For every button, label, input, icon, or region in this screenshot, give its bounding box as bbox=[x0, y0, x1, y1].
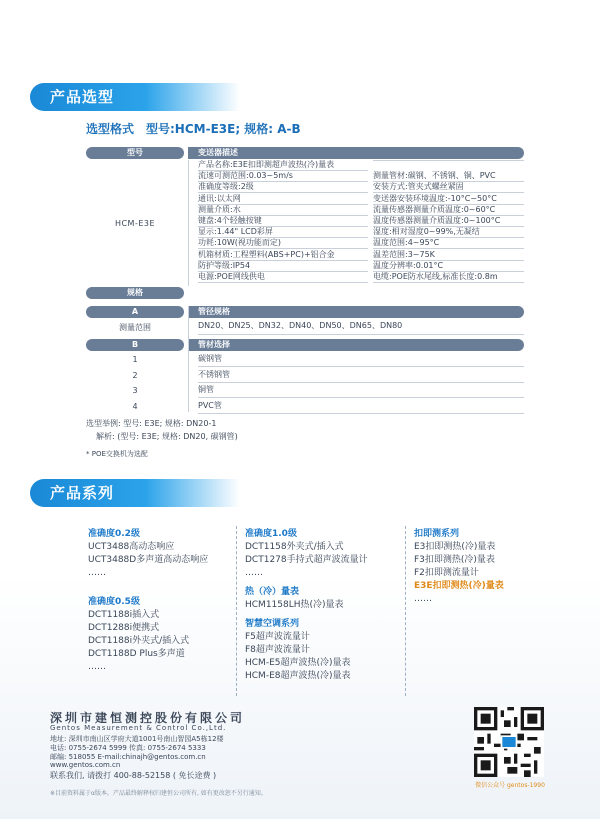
col-separator bbox=[236, 526, 238, 696]
spec-row bbox=[198, 194, 524, 204]
col2-item: DCT1158外夹式/插入式 bbox=[245, 542, 344, 552]
a-row-value: DN20、DN25、DN32、DN40、DN50、DN65、DN80 bbox=[198, 318, 524, 335]
spec-row bbox=[198, 205, 524, 215]
spec-row bbox=[198, 272, 524, 282]
section-banner-series bbox=[30, 479, 240, 507]
col1-item: …… bbox=[88, 568, 106, 578]
spec-row-right: 湿度:相对湿度0~99%,无凝结 bbox=[373, 227, 524, 238]
spec-row bbox=[198, 171, 524, 181]
spec-row-right: 温度范围:4~95°C bbox=[373, 238, 524, 249]
col1-item: DCT1188D Plus多声道 bbox=[88, 649, 185, 659]
col2-title-1: 热（冷）量表 bbox=[245, 587, 300, 597]
col2-item: HCM1158LH热(冷)量表 bbox=[245, 600, 344, 610]
footer-web: www.gentos.com.cn bbox=[50, 761, 121, 769]
b-row-num: 1 bbox=[132, 355, 138, 364]
col2-item: DCT1278手持式超声波流量计 bbox=[245, 555, 368, 565]
col1-item: DCT1188i插入式 bbox=[88, 610, 160, 620]
qr-caption: 微信公众号 gentos-1990 bbox=[475, 782, 545, 789]
b-desc-header: 管材选择 bbox=[188, 339, 524, 351]
spec-row-right bbox=[373, 160, 524, 161]
b-row-value: PVC管 bbox=[198, 399, 524, 414]
section-banner-selection bbox=[30, 83, 240, 111]
b-row-value: 不锈钢管 bbox=[198, 368, 524, 383]
section-title-selection: 产品选型 bbox=[50, 88, 115, 106]
b-row-value: 铜管 bbox=[198, 383, 524, 398]
a-row-label: 测量范围 bbox=[119, 323, 151, 332]
footer-address: 地址: 深圳市南山区学府大道1001号南山智园A5栋12楼 bbox=[50, 735, 224, 743]
spec-row-right: 流量传感器测量介质温度:0~60°C bbox=[373, 205, 524, 216]
col2-item: F5超声波流量计 bbox=[245, 632, 310, 642]
table-divider-2 bbox=[188, 306, 189, 412]
footer-note: ※目前资料属于α版本。产品最终解释权归建恒公司所有, 如有更改恕不另行通知。 bbox=[50, 790, 267, 797]
b-label: B bbox=[86, 339, 184, 351]
a-desc-header: 管径规格 bbox=[188, 306, 524, 318]
company-name-en: Gentos Measurement & Control Co.,Ltd. bbox=[50, 724, 227, 732]
spec-row-left: 键盘:4个轻触按键 bbox=[198, 216, 368, 227]
series-col-1 bbox=[88, 526, 208, 674]
series-col-2 bbox=[245, 526, 368, 683]
spec-row-left: 电源:POE网线供电 bbox=[198, 272, 368, 283]
spec-row bbox=[198, 182, 524, 192]
col2-title-0: 准确度1.0级 bbox=[245, 529, 297, 539]
b-row-value: 碳钢管 bbox=[198, 352, 524, 367]
spec-row-right: 温度传感器测量介质温度:0~100°C bbox=[373, 216, 524, 227]
spec-row-left: 功耗:10W(视功能而定) bbox=[198, 238, 368, 249]
selection-format: 选型格式 型号:HCM-E3E; 规格: A-B bbox=[86, 122, 301, 136]
example-line2: 解析: (型号: E3E; 规格: DN20, 碳钢管) bbox=[96, 432, 238, 441]
col-separator bbox=[405, 526, 407, 696]
spec-row bbox=[198, 216, 524, 226]
col3-item: F2扣即测流量计 bbox=[414, 568, 479, 578]
example-line1: 选型举例: 型号: E3E; 规格: DN20-1 bbox=[86, 419, 217, 428]
company-name: 深圳市建恒测控股份有限公司 bbox=[50, 711, 246, 725]
col3-item: …… bbox=[414, 594, 432, 604]
footer-phone: 电话: 0755-2674 5999 传真: 0755-2674 5333 bbox=[50, 744, 206, 752]
col1-item: DCT1188i外夹式/插入式 bbox=[88, 636, 190, 646]
col2-item: F8超声波流量计 bbox=[245, 645, 310, 655]
spec-row bbox=[198, 261, 524, 271]
spec-row bbox=[198, 227, 524, 237]
table-divider bbox=[188, 160, 189, 286]
section-title-series: 产品系列 bbox=[50, 484, 115, 502]
spec-row-right: 温差范围:3~75K bbox=[373, 250, 524, 261]
model-header: 型号 bbox=[86, 147, 184, 159]
col1-title-0: 准确度0.2级 bbox=[88, 529, 140, 539]
spec-row-left: 通讯:以太网 bbox=[198, 194, 368, 205]
col2-title-2: 智慧空调系列 bbox=[245, 619, 300, 629]
col2-item: HCM-E5超声波热(冷)量表 bbox=[245, 658, 351, 668]
col2-item: …… bbox=[245, 568, 263, 578]
spec-row-right: 安装方式:管夹式螺丝紧固 bbox=[373, 182, 524, 193]
b-row-num: 2 bbox=[132, 370, 138, 380]
col3-item: E3扣即测热(冷)量表 bbox=[414, 542, 496, 552]
a-label: A bbox=[86, 306, 184, 318]
spec-row-left: 机箱材质:工程塑料(ABS+PC)+铝合金 bbox=[198, 250, 368, 261]
spec-row-right: 电缆:POE防水尾线,标准长度:0.8m bbox=[373, 272, 524, 283]
col1-item: UCT3488D多声道高动态响应 bbox=[88, 555, 209, 565]
spec-row bbox=[198, 250, 524, 260]
series-col-3 bbox=[414, 526, 504, 606]
spec-header: 规格 bbox=[86, 287, 184, 299]
spec-row-right: 温度分辨率:0.01°C bbox=[373, 261, 524, 272]
col1-title-1: 准确度0.5级 bbox=[88, 597, 140, 607]
spec-row-left: 准确度等级:2级 bbox=[198, 182, 368, 193]
col1-item: UCT3488高动态响应 bbox=[88, 542, 175, 552]
spec-row-right: 变送器安装环境温度:-10°C~50°C bbox=[373, 194, 524, 205]
spec-row-left: 产品名称:E3E扣即测超声波热(冷)量表 bbox=[198, 160, 368, 171]
qr-code-icon bbox=[474, 707, 544, 777]
b-row-num: 4 bbox=[132, 401, 138, 411]
footer-post: 邮编: 518055 E-mail:chinajh@gentos.com.cn bbox=[50, 753, 206, 761]
col3-highlight-item: E3E扣即测热(冷)量表 bbox=[414, 581, 504, 591]
spec-row-left: 显示:1.44" LCD彩屏 bbox=[198, 227, 368, 238]
spec-row bbox=[198, 238, 524, 248]
spec-row bbox=[198, 160, 524, 170]
spec-row-right: 测量管材:碳钢、不锈钢、铜、PVC bbox=[373, 171, 524, 182]
col1-item: DCT1288i便携式 bbox=[88, 623, 160, 633]
footer-contact: 联系我们, 请拨打 400-88-52158 ( 免长途费 ) bbox=[50, 771, 217, 780]
col3-title-0: 扣即测系列 bbox=[414, 529, 460, 539]
spec-row-left: 防护等级:IP54 bbox=[198, 261, 368, 272]
spec-row-left: 流速可测范围:0.03~5m/s bbox=[198, 171, 368, 182]
spec-row-left: 测量介质:水 bbox=[198, 205, 368, 216]
col1-item: …… bbox=[88, 662, 106, 672]
model-value: HCM-E3E bbox=[114, 219, 156, 228]
desc-header: 变送器描述 bbox=[188, 147, 524, 159]
example-note: * POE交换机为选配 bbox=[86, 450, 148, 458]
col2-item: HCM-E8超声波热(冷)量表 bbox=[245, 671, 351, 681]
b-row-num: 3 bbox=[132, 386, 138, 395]
col3-item: F3扣即测热(冷)量表 bbox=[414, 555, 495, 565]
